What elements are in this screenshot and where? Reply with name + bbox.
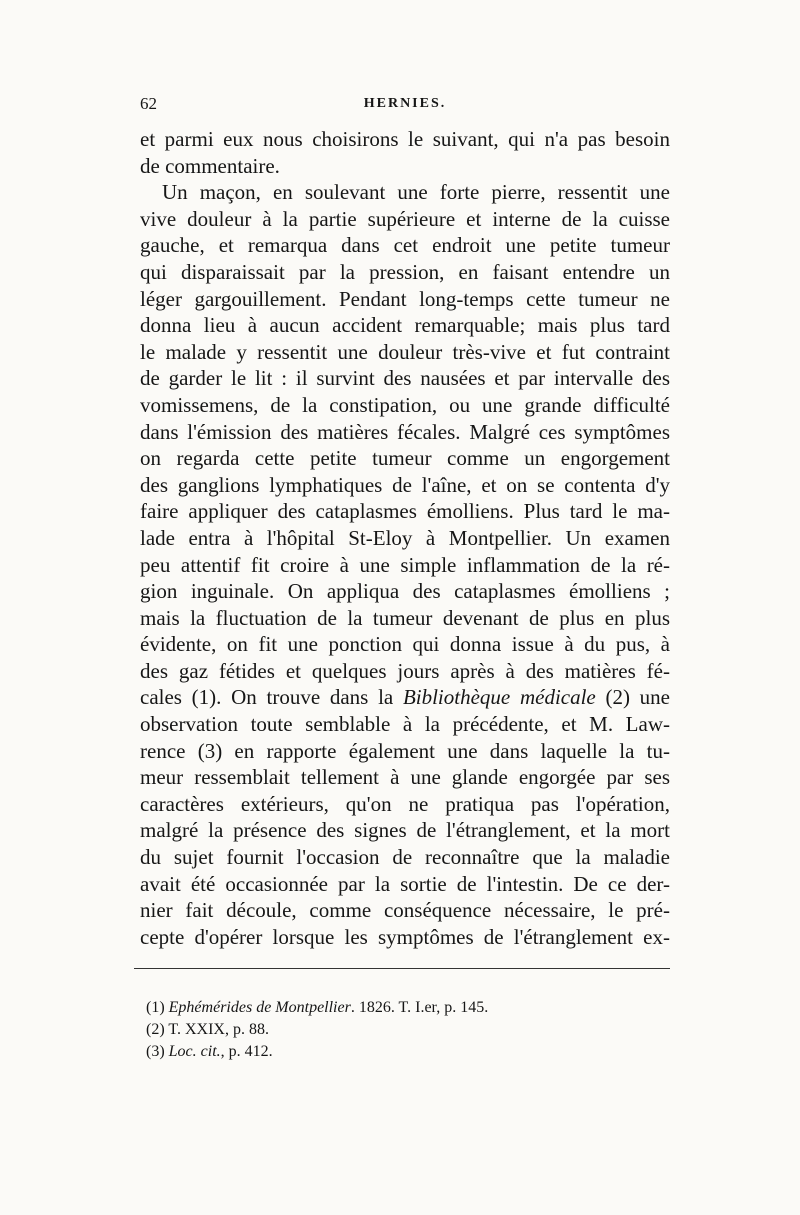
- footnotes: [146, 997, 666, 1063]
- footnote-3: [146, 1041, 666, 1063]
- text-line: du sujet fournit l'occasion de reconnaître que la maladie: [140, 845, 670, 870]
- page-number: 62: [140, 94, 157, 113]
- text-line: rence (3) en rapporte également une dans laquelle la tu-: [140, 738, 670, 763]
- footnote-text: . 1826. T. I.er, p. 145.: [350, 999, 489, 1016]
- text-line: dans l'émission des matières fécales. Malgré ces symptômes: [140, 419, 670, 444]
- text-line: on regarda cette petite tumeur comme un engorgement: [140, 446, 670, 471]
- text-line: malgré la présence des signes de l'étranglement, et la mort: [140, 818, 670, 843]
- text-line: nier fait découle, comme conséquence nécessaire, le pré-: [140, 898, 670, 923]
- italic-title: Bibliothèque médicale: [402, 685, 596, 710]
- text-line: qui disparaissait par la pression, en faisant entendre un: [140, 259, 670, 284]
- text-line: lade entra à l'hôpital St-Eloy à Montpellier. Un examen: [140, 525, 670, 550]
- footnote-2: (2) T. XXIX, p. 88.: [146, 1021, 269, 1038]
- text-line: des gaz fétides et quelques jours après à des matières fé-: [140, 658, 670, 683]
- text-line: de garder le lit : il survint des nausées et par intervalle des: [140, 366, 670, 391]
- page-header: [140, 94, 670, 124]
- footnote-1: [146, 997, 666, 1019]
- text-line: Un maçon, en soulevant une forte pierre, ressentit une: [162, 180, 670, 205]
- text-line-with-italic: [140, 684, 670, 711]
- text-line: donna lieu à aucun accident remarquable; mais plus tard: [140, 313, 670, 338]
- text-line: vive douleur à la partie supérieure et interne de la cuisse: [140, 206, 670, 231]
- text-line: avait été occasionnée par la sortie de l'intestin. De ce der-: [140, 871, 670, 896]
- running-head: HERNIES.: [363, 96, 447, 111]
- text-line: cepte d'opérer lorsque les symptômes de l'étranglement ex-: [140, 924, 670, 949]
- footnote-mark: (3): [146, 1043, 165, 1060]
- text-line: évidente, on fit une ponction qui donna issue à du pus, à: [140, 632, 670, 657]
- footnote-rule: [134, 968, 670, 969]
- body-text: [140, 126, 670, 950]
- text-line: le malade y ressentit une douleur très-vive et fut contraint: [140, 339, 670, 364]
- text-line: et parmi eux nous choisirons le suivant, qui n'a pas besoin: [140, 127, 670, 151]
- text-line: vomissemens, de la constipation, ou une grande difficulté: [140, 392, 670, 417]
- text-line: des ganglions lymphatiques de l'aîne, et on se contenta d'y: [140, 472, 670, 497]
- text-line: mais la fluctuation de la tumeur devenant de plus en plus: [140, 605, 670, 630]
- text-line: gion inguinale. On appliqua des cataplasmes émolliens ;: [140, 579, 670, 604]
- text-segment: (2) une: [595, 685, 670, 710]
- text-line: observation toute semblable à la précédente, et M. Law-: [140, 712, 670, 737]
- text-line: peu attentif fit croire à une simple inflammation de la ré-: [140, 552, 670, 577]
- text-line: de commentaire.: [140, 153, 280, 178]
- text-line: gauche, et remarqua dans cet endroit une petite tumeur: [140, 233, 670, 258]
- text-line: léger gargouillement. Pendant long-temps cette tumeur ne: [140, 286, 670, 311]
- text-segment: cales (1). On trouve dans la: [140, 685, 403, 710]
- footnote-italic: Ephémérides de Montpellier: [168, 999, 351, 1016]
- footnote-text: , p. 412.: [220, 1043, 273, 1060]
- footnote-italic: Loc. cit.: [168, 1043, 221, 1060]
- text-line: meur ressemblait tellement à une glande engorgée par ses: [140, 765, 670, 790]
- footnote-mark: (1): [146, 999, 165, 1016]
- text-line: caractères extérieurs, qu'on ne pratiqua pas l'opération,: [140, 791, 670, 816]
- text-line: faire appliquer des cataplasmes émolliens. Plus tard le ma-: [140, 499, 670, 524]
